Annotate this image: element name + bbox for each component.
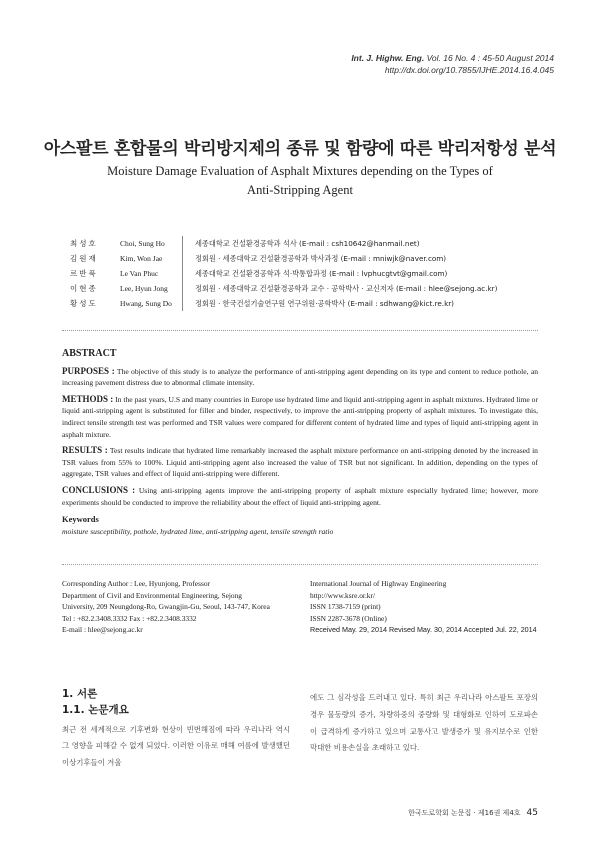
title-korean: 아스팔트 혼합물의 박리방지제의 종류 및 함량에 따른 박리저항성 분석 [43, 139, 557, 159]
title-english-line1: Moisture Damage Evaluation of Asphalt Mixtures depending on the Types of [107, 164, 493, 178]
body-column-right: 에도 그 심각성을 드러내고 있다. 특히 최근 우리나라 아스팔트 포장의 경우 물동량의 증가, 차량하중의 중량화 및 대형화로 인하여 도로파손이 급격하게 증가하고 있으며 교통사고 발생증가 및 유지보수로 인한 막대한 비용손실을 초래하고 있다. [310, 693, 538, 753]
title-english-line2: Anti-Stripping Agent [247, 183, 353, 197]
author-name-ko: 최성호 [70, 239, 98, 248]
author-name-ko: 김원재 [70, 254, 98, 263]
journal-volume-line [351, 52, 554, 64]
author-name-en: Choi, Sung Ho [120, 239, 165, 248]
issn-print: ISSN 1738-7159 (print) [310, 602, 381, 612]
abstract-methods [62, 394, 538, 440]
section-headings [62, 686, 129, 718]
author-row [70, 251, 497, 266]
journal-name: International Journal of Highway Engineering [310, 579, 447, 588]
author-affiliation: 세종대학교 건설환경공학과 석·박통합과정 (E-mail : lvphucgtvt@gmail.com) [182, 266, 447, 281]
conclusions-text: Using anti-stripping agents improve the anti-stripping property of asphalt mixture especially hydrated lime; however, more experiments should be conducted to improve the reliability about the effect of liquid anti-stripping agent. [62, 485, 538, 507]
abstract-conclusions [62, 485, 538, 508]
body-column-left: 최근 전 세계적으로 기후변화 현상이 빈번해짐에 따라 우리나라 역시 그 영향을 피해갈 수 없게 되었다. 이러한 이유로 매해 여름에 발생했던 이상기후들이 겨울 [62, 725, 290, 767]
author-affiliation: 정회원 · 세종대학교 건설환경공학과 박사과정 (E-mail : mniwjk@naver.com) [182, 251, 446, 266]
author-list [70, 236, 497, 311]
author-name-en: Lee, Hyun Jong [120, 284, 168, 293]
author-name-ko: 이현종 [70, 284, 98, 293]
page-number: 45 [526, 808, 538, 818]
author-name-ko: 르반푹 [70, 269, 98, 278]
author-name-ko: 황성도 [70, 299, 98, 308]
methods-text: In the past years, U.S and many countries in Europe use hydrated lime and liquid anti-stripping agent in asphalt mixtures. Hydrated lime or liquid anti-stripping agent is substituted for filler and binder, respectively, to improve the anti-stripping property of asphalt mixtures. To investigate this, indirect tensile strength test was performed and TSR values were compared for different content of hydrated lime and types of liquid anti-stripping agent in asphalt mixture. [62, 394, 538, 439]
author-affiliation: 정회원 · 한국건설기술연구원 연구위원·공학박사 (E-mail : sdhwang@kict.re.kr) [182, 296, 454, 311]
journal-header [351, 52, 554, 76]
corr-line: Tel : +82.2.3408.3332 Fax : +82.2.3408.3332 [62, 613, 197, 623]
divider [62, 330, 538, 331]
purposes-label: PURPOSES : [62, 365, 115, 376]
author-name-en: Le Van Phuc [120, 269, 159, 278]
author-row [70, 236, 497, 251]
subsection-title: 1.1. 논문개요 [62, 704, 129, 716]
author-row [70, 281, 497, 296]
abstract-results [62, 445, 538, 480]
author-affiliation: 정회원 · 세종대학교 건설환경공학과 교수 · 공학박사 · 교신저자 (E-mail : hlee@sejong.ac.kr) [182, 281, 497, 296]
methods-label: METHODS : [62, 393, 114, 404]
issn-online: ISSN 2287-3678 (Online) [310, 613, 387, 623]
corresponding-author-block [62, 578, 302, 636]
abstract-section [62, 348, 538, 537]
section-title: 1. 서론 [62, 688, 98, 700]
footer-journal: 한국도로학회 논문집 · 제16권 제4호 [408, 809, 521, 817]
title-english [90, 162, 510, 200]
corr-line: Department of Civil and Environmental Engineering, Sejong [62, 590, 243, 600]
author-name-en: Hwang, Sung Do [120, 299, 172, 308]
author-name-en: Kim, Won Jae [120, 254, 163, 263]
purposes-text: The objective of this study is to analyze the performance of anti-stripping agent depending on its type and content to reduce pothole, an increasing pavement distress due to abnormal climate intensity. [62, 366, 538, 388]
keywords-text: moisture susceptibility, pothole, hydrated lime, anti-stripping agent, tensile strength ratio [62, 526, 334, 536]
results-label: RESULTS : [62, 445, 108, 456]
author-affiliation: 세종대학교 건설환경공학과 석사 (E-mail : csh10642@hanmail.net) [182, 236, 420, 251]
journal-doi[interactable]: http://dx.doi.org/10.7855/IJHE.2014.16.4.045 [384, 65, 554, 75]
journal-info-block [310, 578, 538, 636]
journal-volume: Vol. 16 No. 4 : 45-50 August 2014 [424, 53, 554, 63]
journal-abbrev: Int. J. Highw. Eng. [351, 53, 425, 63]
received-dates: Received May. 29, 2014 Revised May. 30, 2014 Accepted Jul. 22, 2014 [310, 625, 537, 635]
journal-url[interactable]: http://www.ksre.or.kr/ [310, 590, 376, 600]
abstract-purposes [62, 366, 538, 389]
divider [62, 564, 538, 565]
corr-line: Corresponding Author : Lee, Hyunjong, Professor [62, 579, 210, 588]
author-row [70, 296, 497, 311]
author-row [70, 266, 497, 281]
abstract-heading: ABSTRACT [62, 348, 117, 359]
corr-email[interactable]: E-mail : hlee@sejong.ac.kr [62, 625, 143, 635]
results-text: Test results indicate that hydrated lime remarkably increased the asphalt mixture performance on anti-stripping denoted by the increased in TSR values from 55% to 100%. Liquid anti-stripping agent also increased the value of TSR but not significant. In addition, depending on the types of aggregate, TSR values and effect of liquid anti-stripping were different. [62, 446, 538, 479]
page-footer [408, 808, 538, 818]
keywords-heading: Keywords [62, 514, 99, 525]
conclusions-label: CONCLUSIONS : [62, 484, 136, 495]
corr-line: University, 209 Neungdong-Ro, Gwangjin-Gu, Seoul, 143-747, Korea [62, 602, 270, 612]
